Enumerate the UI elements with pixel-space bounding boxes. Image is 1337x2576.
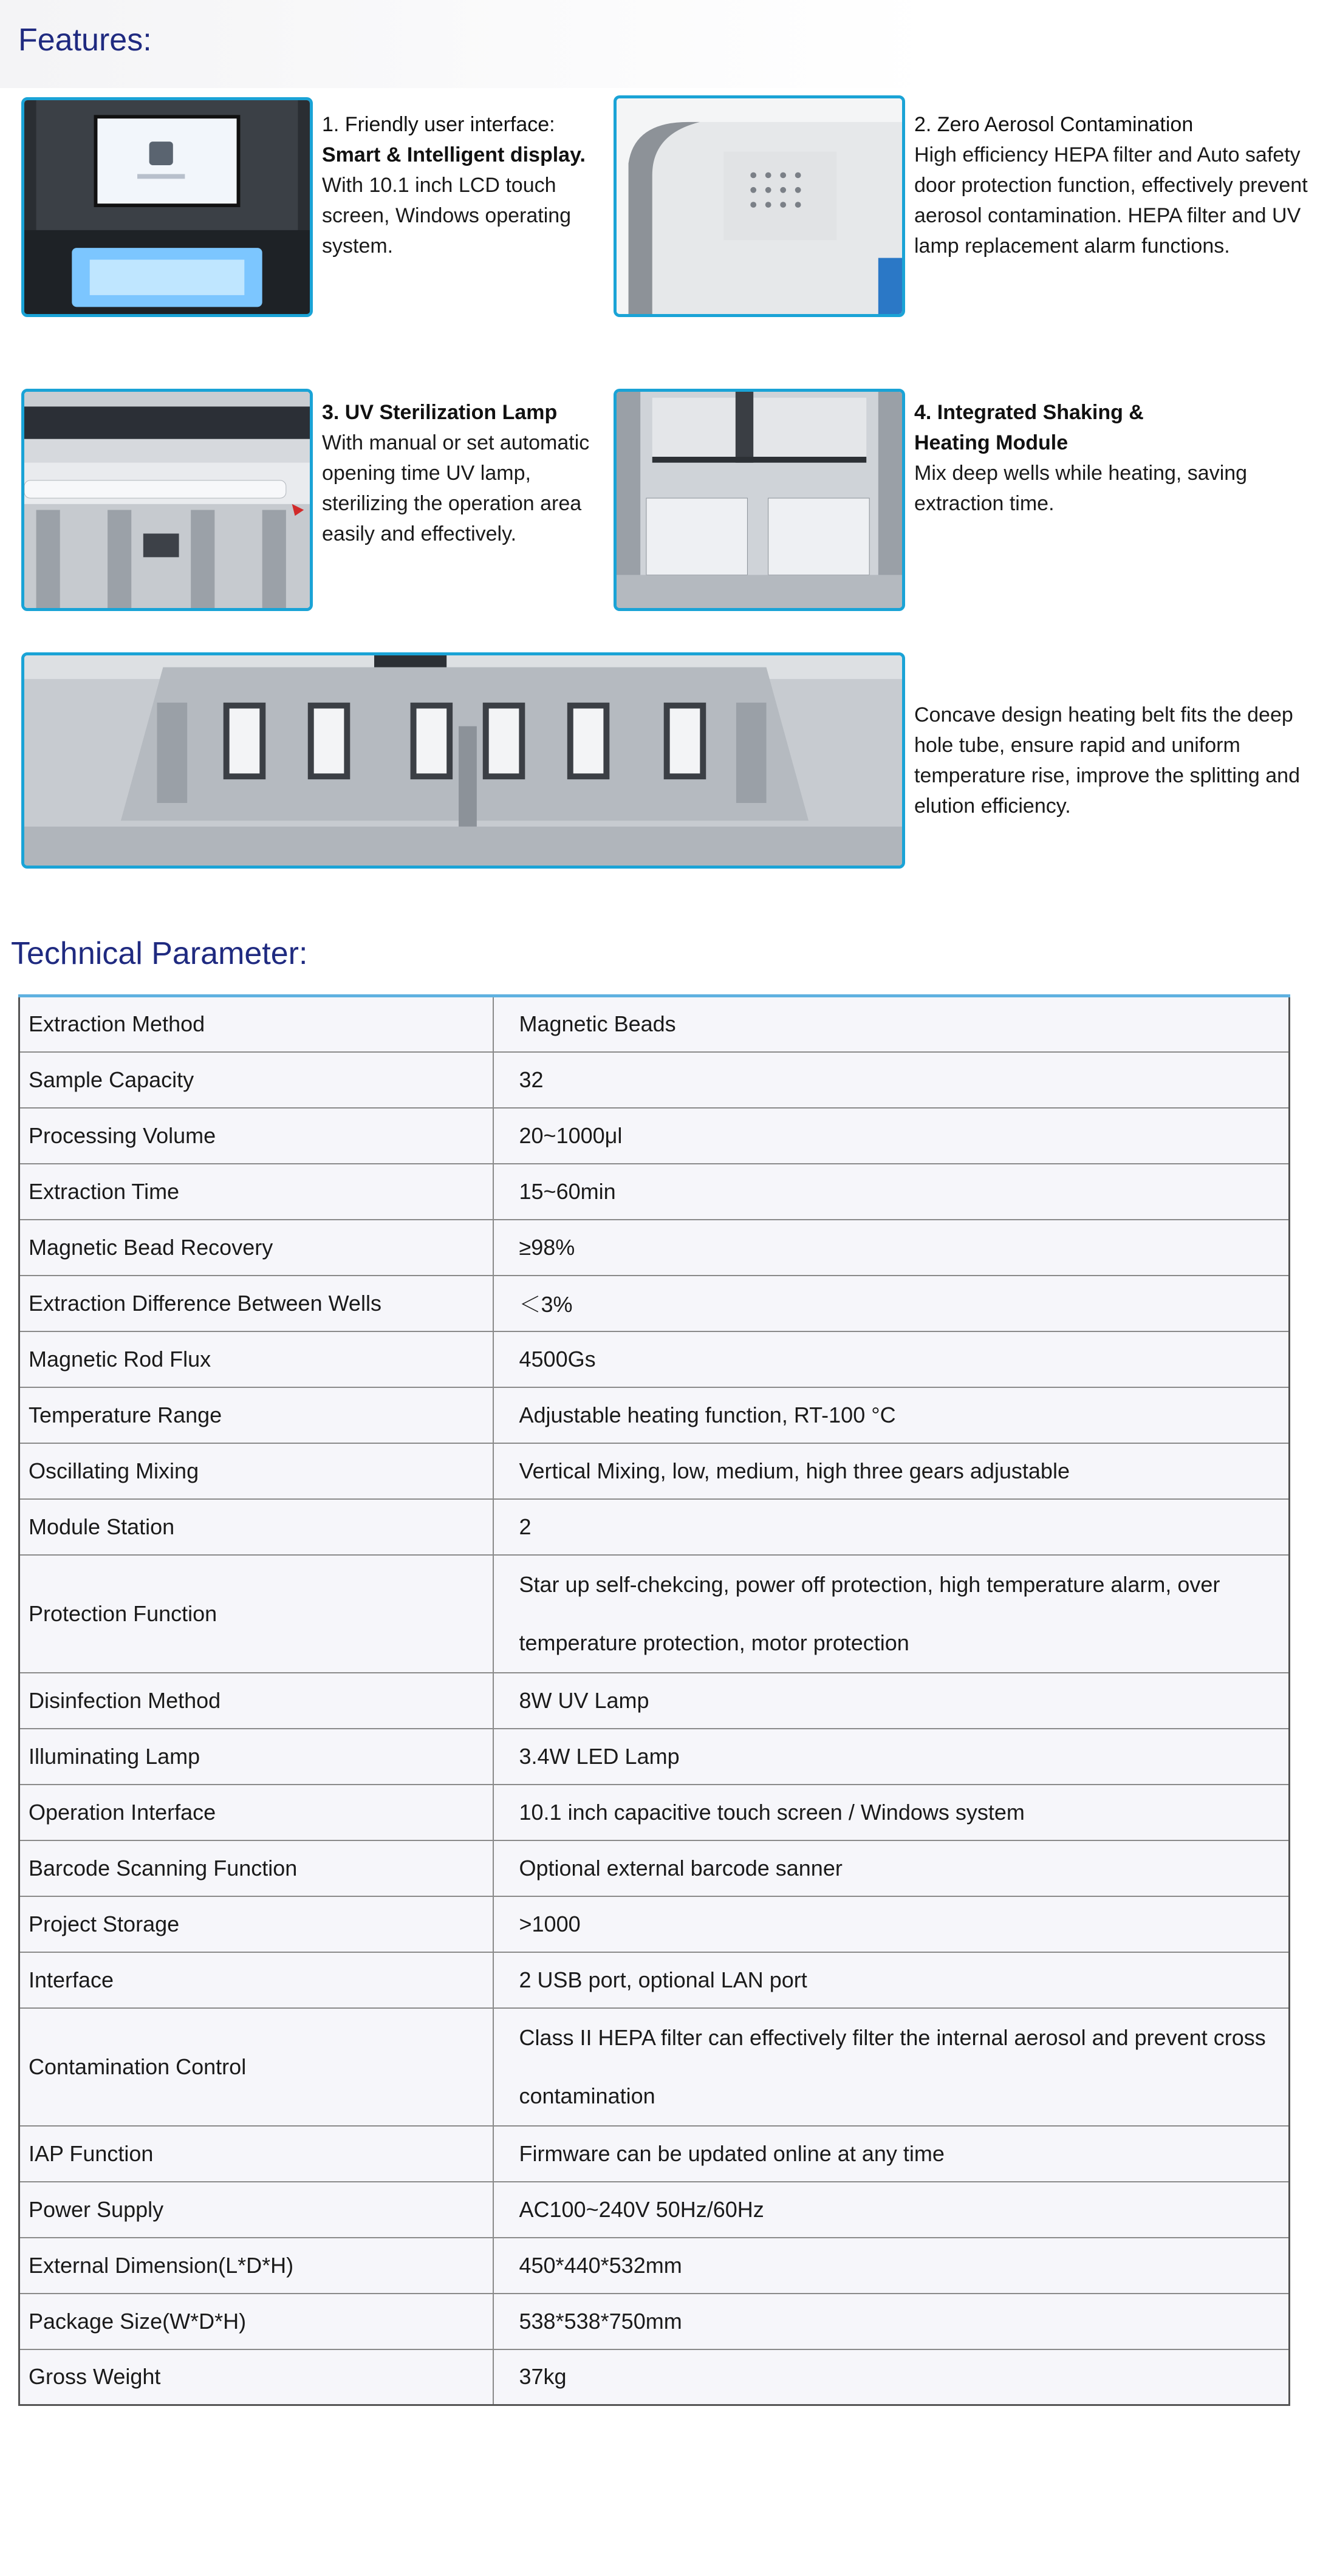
spec-value: Magnetic Beads	[493, 996, 1290, 1052]
table-row	[19, 1952, 1290, 2008]
feature-2-title: 2. Zero Aerosol Contamination	[914, 113, 1194, 136]
spec-value: 37kg	[493, 2349, 1290, 2405]
table-row	[19, 2126, 1290, 2182]
feature-5-desc: Concave design heating belt fits the deep hole tube, ensure rapid and uniform temperature rise, improve the splitting and elution efficiency.	[914, 703, 1300, 818]
spec-key: Project Storage	[19, 1896, 493, 1952]
feature-3-photo	[21, 389, 313, 611]
spec-value: 10.1 inch capacitive touch screen / Windows system	[493, 1785, 1290, 1840]
spec-value: 3.4W LED Lamp	[493, 1729, 1290, 1785]
table-row	[19, 2349, 1290, 2405]
spec-key: Extraction Time	[19, 1164, 493, 1220]
table-row	[19, 1331, 1290, 1387]
feature-5-text	[914, 700, 1327, 821]
spec-key: Disinfection Method	[19, 1673, 493, 1729]
table-row	[19, 996, 1290, 1052]
table-row	[19, 1164, 1290, 1220]
feature-1-desc: With 10.1 inch LCD touch screen, Windows operating system.	[322, 174, 572, 258]
spec-value: 4500Gs	[493, 1331, 1290, 1387]
spec-key: Extraction Difference Between Wells	[19, 1276, 493, 1331]
spec-key: Illuminating Lamp	[19, 1729, 493, 1785]
feature-3-title: 3. UV Sterilization Lamp	[322, 401, 558, 424]
spec-value: ＜3%	[493, 1276, 1290, 1331]
feature-2-desc: High efficiency HEPA filter and Auto safety door protection function, effectively prevent aerosol contamination. HEPA filter and UV lamp replacement alarm functions.	[914, 143, 1308, 258]
spec-key: Processing Volume	[19, 1108, 493, 1164]
table-row	[19, 1443, 1290, 1499]
feature-2-photo	[614, 95, 905, 317]
spec-key: IAP Function	[19, 2126, 493, 2182]
spec-key: Operation Interface	[19, 1785, 493, 1840]
spec-value: Adjustable heating function, RT-100 °C	[493, 1387, 1290, 1443]
spec-value: Class II HEPA filter can effectively filter the internal aerosol and prevent cross contamination	[493, 2008, 1290, 2126]
spec-value: 32	[493, 1052, 1290, 1108]
feature-4-desc: Mix deep wells while heating, saving extraction time.	[914, 462, 1248, 515]
spec-key: Temperature Range	[19, 1387, 493, 1443]
spec-key: Extraction Method	[19, 996, 493, 1052]
spec-key: Sample Capacity	[19, 1052, 493, 1108]
technical-heading: Technical Parameter:	[11, 936, 308, 971]
spec-value: 2	[493, 1499, 1290, 1555]
spec-value: 538*538*750mm	[493, 2294, 1290, 2349]
table-row	[19, 1785, 1290, 1840]
spec-key: External Dimension(L*D*H)	[19, 2238, 493, 2294]
table-row	[19, 2008, 1290, 2126]
table-row	[19, 1220, 1290, 1276]
spec-key: Gross Weight	[19, 2349, 493, 2405]
table-row	[19, 1555, 1290, 1673]
spec-value: 20~1000μl	[493, 1108, 1290, 1164]
feature-1-text	[322, 109, 614, 261]
table-row	[19, 1276, 1290, 1331]
spec-table	[18, 994, 1290, 2406]
table-row	[19, 1108, 1290, 1164]
table-row	[19, 1387, 1290, 1443]
table-row	[19, 1673, 1290, 1729]
spec-key: Magnetic Bead Recovery	[19, 1220, 493, 1276]
features-header-band	[0, 0, 1337, 88]
table-row	[19, 2182, 1290, 2238]
spec-key: Module Station	[19, 1499, 493, 1555]
feature-4-text	[914, 397, 1327, 519]
spec-value: ≥98%	[493, 1220, 1290, 1276]
spec-value: 15~60min	[493, 1164, 1290, 1220]
feature-3-desc: With manual or set automatic opening time UV lamp, sterilizing the operation area easily and effectively.	[322, 431, 590, 545]
spec-value: AC100~240V 50Hz/60Hz	[493, 2182, 1290, 2238]
feature-1-photo	[21, 97, 313, 317]
table-row	[19, 1896, 1290, 1952]
spec-value: Optional external barcode sanner	[493, 1840, 1290, 1896]
spec-value: 8W UV Lamp	[493, 1673, 1290, 1729]
feature-4-subtitle: Heating Module	[914, 431, 1069, 454]
spec-value: Star up self-chekcing, power off protection, high temperature alarm, over temperature protection, motor protection	[493, 1555, 1290, 1673]
table-row	[19, 2294, 1290, 2349]
table-row	[19, 1840, 1290, 1896]
feature-1-subtitle: Smart & Intelligent display.	[322, 143, 586, 166]
spec-key: Protection Function	[19, 1555, 493, 1673]
feature-1-title: 1. Friendly user interface:	[322, 113, 555, 136]
spec-value: >1000	[493, 1896, 1290, 1952]
feature-2-text	[914, 109, 1327, 261]
feature-3-text	[322, 397, 614, 549]
spec-key: Power Supply	[19, 2182, 493, 2238]
spec-key: Contamination Control	[19, 2008, 493, 2126]
table-row	[19, 2238, 1290, 2294]
feature-5-photo	[21, 652, 905, 869]
spec-key: Package Size(W*D*H)	[19, 2294, 493, 2349]
feature-4-title: 4. Integrated Shaking &	[914, 401, 1144, 424]
table-row	[19, 1729, 1290, 1785]
features-heading: Features:	[18, 22, 152, 58]
table-row	[19, 1052, 1290, 1108]
spec-value: 2 USB port, optional LAN port	[493, 1952, 1290, 2008]
feature-4-photo	[614, 389, 905, 611]
spec-key: Barcode Scanning Function	[19, 1840, 493, 1896]
table-row	[19, 1499, 1290, 1555]
spec-key: Interface	[19, 1952, 493, 2008]
spec-value: 450*440*532mm	[493, 2238, 1290, 2294]
spec-key: Magnetic Rod Flux	[19, 1331, 493, 1387]
spec-key: Oscillating Mixing	[19, 1443, 493, 1499]
spec-value: Firmware can be updated online at any time	[493, 2126, 1290, 2182]
spec-value: Vertical Mixing, low, medium, high three gears adjustable	[493, 1443, 1290, 1499]
